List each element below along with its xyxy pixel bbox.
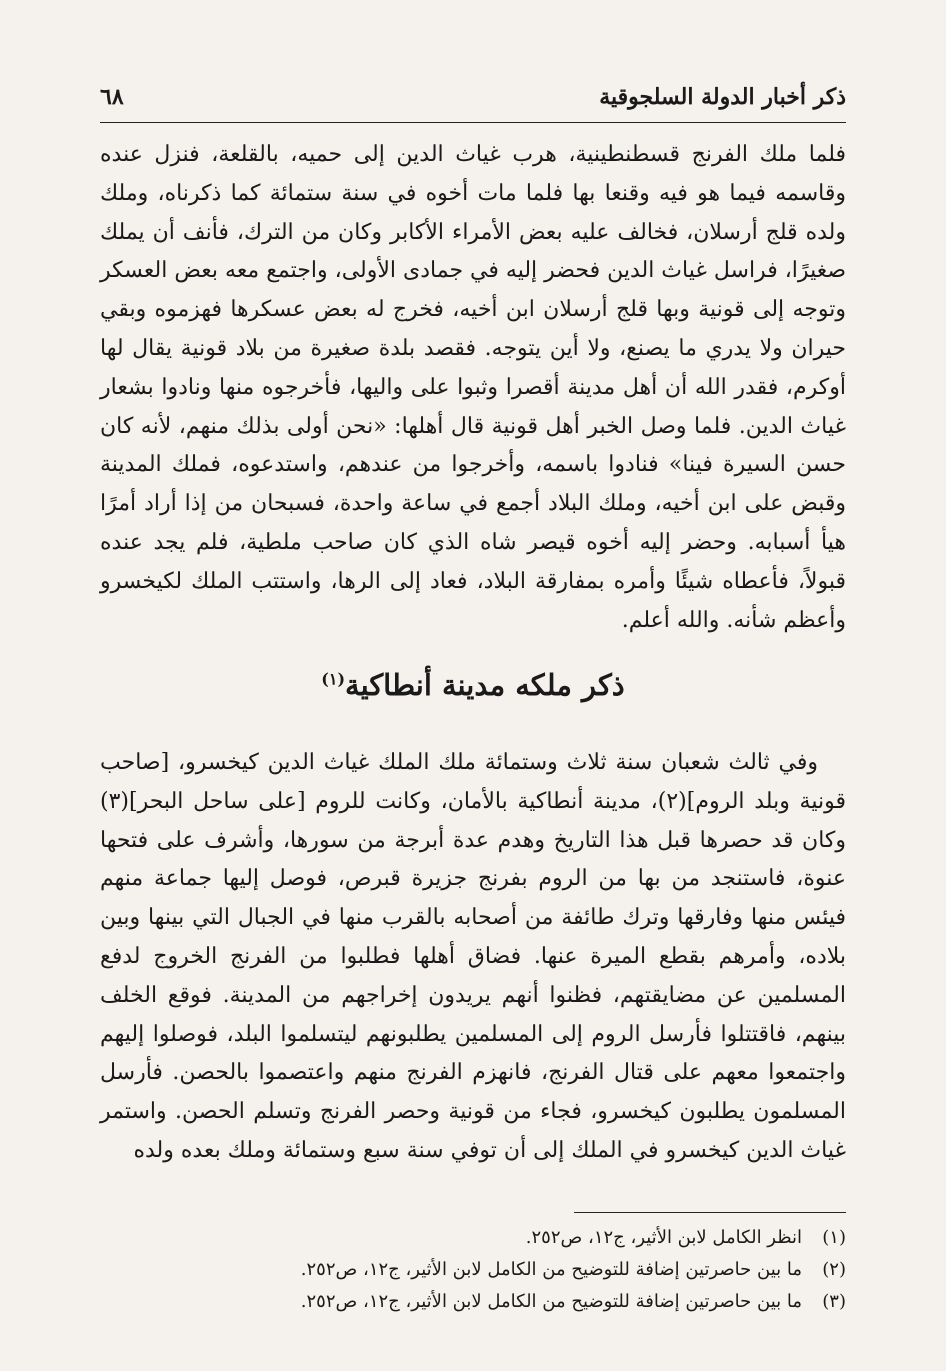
header-title: ذكر أخبار الدولة السلجوقية: [599, 84, 846, 110]
section-footnote-ref: (١): [321, 669, 346, 689]
section-text-block: [100, 744, 846, 1171]
footnote-number: (١): [822, 1227, 846, 1248]
section-heading: [100, 668, 846, 702]
footnote-number: (٣): [822, 1291, 846, 1312]
footnote-text: ما بين حاصرتين إضافة للتوضيح من الكامل لابن الأثير، ج١٢، ص٢٥٢.: [300, 1291, 802, 1312]
main-text-block: [100, 136, 846, 640]
footnote-number: (٢): [822, 1259, 846, 1280]
paragraph-2: وفي ثالث شعبان سنة ثلاث وستمائة ملك الملك غياث الدين كيخسرو، [صاحب قونية وبلد الروم](٢)، مدينة أنطاكية بالأمان، وكانت للروم [على ساحل البحر](٣) وكان قد حصرها قبل هذا التاريخ وهدم عدة أبرجة من سورها، وأشرف على فتحها عنوة، فاستنجد من بها من الروم بفرنج جزيرة قبرص، فوصل إليها جماعة منهم فيئس منها وفارقها وترك طائفة من أصحابه بالقرب منها في الجبال التي بينها وبين بلاده، وأمرهم بقطع الميرة عنها. فضاق أهلها فطلبوا من الفرنج الخروج لدفع المسلمين عن مضايقتهم، فظنوا أنهم يريدون إخراجهم من المدينة. فوقع الخلف بينهم، فاقتتلوا فأرسل الروم إلى المسلمين يطلبونهم ليتسلموا البلد، فوصلوا إليهم واجتمعوا معهم على قتال الفرنج، فانهزم الفرنج منهم واعتصموا بالحصن. فأرسل المسلمون يطلبون كيخسرو، فجاء من قونية وحصر الفرنج وتسلم الحصن. واستمر غياث الدين كيخسرو في الملك إلى أن توفي سنة سبع وستمائة وملك بعده ولده: [100, 750, 846, 1163]
footnote-item: [100, 1254, 846, 1286]
footnote-text: ما بين حاصرتين إضافة للتوضيح من الكامل لابن الأثير، ج١٢، ص٢٥٢.: [300, 1259, 802, 1280]
footnote-divider: [574, 1212, 846, 1213]
footnotes: [100, 1222, 846, 1318]
section-title: ذكر ملكه مدينة أنطاكية: [345, 668, 625, 702]
footnote-text: انظر الكامل لابن الأثير، ج١٢، ص٢٥٢.: [525, 1227, 802, 1248]
paragraph-1: فلما ملك الفرنج قسطنطينية، هرب غياث الدين إلى حميه، بالقلعة، فنزل عنده وقاسمه فيما هو فيه وقنعا بها فلما مات أخوه في سنة ستمائة كما ذكرناه، وملك ولده قلج أرسلان، فخالف عليه بعض الأمراء الأكابر وكان من الترك، فأنف أن يملك صغيرًا، فراسل غياث الدين فحضر إليه في جمادى الأولى، واجتمع معه بعض العسكر وتوجه إلى قونية وبها قلج أرسلان ابن أخيه، فخرج له بعض عسكرها فهزموه وبقي حيران ولا يدري ما يصنع، ولا أين يتوجه. فقصد بلدة صغيرة من بلاد قونية يقال لها أوكرم، فقدر الله أن أهل مدينة أقصرا وثبوا على واليها، فأخرجوه منها ونادوا بشعار غياث الدين. فلما وصل الخبر أهل قونية قال أهلها: «نحن أولى بذلك منهم، لأنه كان حسن السيرة فينا» فنادوا باسمه، وأخرجوا من عندهم، واستدعوه، فملك المدينة وقبض على ابن أخيه، وملك البلاد أجمع في ساعة واحدة، فسبحان من إذا أراد أمرًا هيأ أسبابه. وحضر إليه أخوه قيصر شاه الذي كان صاحب ملطية، فلم يجد عنده قبولاً، فأعطاه شيئًا وأمره بمفارقة البلاد، فعاد إلى الرها، واستتب الملك لكيخسرو وأعظم شأنه. والله أعلم.: [100, 142, 846, 633]
page-number: ٦٨: [100, 84, 124, 110]
running-header: [100, 80, 846, 120]
footnote-item: [100, 1222, 846, 1254]
footnote-item: [100, 1286, 846, 1318]
header-divider: [100, 122, 846, 123]
